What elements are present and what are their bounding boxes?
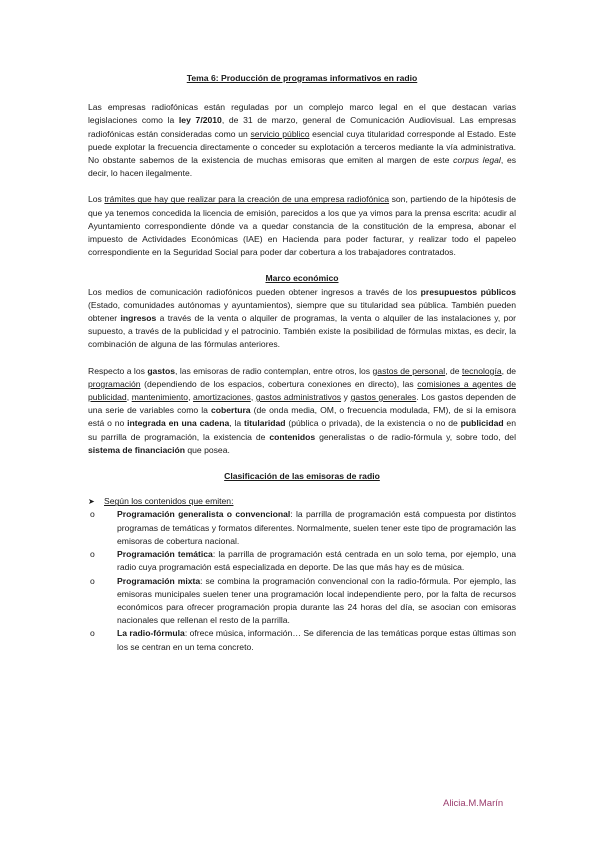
text-run: , la — [229, 418, 244, 429]
document-body — [88, 72, 516, 654]
circle-bullet-icon: o — [90, 509, 95, 520]
item-text: : la parrilla de programación está compuesta por distintos programas de temáticas y formatos diferentes. Normalmente, suelen tener este tipo de programación las emisoras de cobertura nacional. — [117, 509, 516, 546]
text-run: (Estado, comunidades autónomas y ayuntamientos), siempre que su titularidad sea pública. También pueden obtener — [88, 299, 516, 324]
paragraph-procedures — [88, 193, 516, 259]
circle-bullet-icon: o — [90, 575, 95, 586]
text-run: generalistas o de radio-fórmula y, sobre todo, del — [315, 431, 516, 442]
underlined-term: trámites que hay que realizar para la creación de una empresa radiofónica — [104, 194, 390, 205]
text-run: , es decir, lo hacen ilegalmente. — [88, 155, 517, 179]
item-term: La radio-fórmula — [117, 628, 185, 639]
text-run: (de onda media, OM, o frecuencia modulada, FM), de si la emisora está o no — [88, 405, 516, 429]
section-heading-marco: Marco económico — [265, 273, 339, 284]
text-run: Los medios de comunicación radiofónicos pueden obtener ingresos a través de los — [88, 286, 421, 297]
text-run: , de — [501, 365, 516, 376]
text-run: a través de la venta o alquiler de programas, la venta o alquiler de las instalaciones y, por supuesto, a través de la publicidad y el patrocinio. También existe la posibilidad de fórmulas mixtas, es decir, la combinación de alguna de las fórmulas anteriores. — [88, 313, 516, 350]
text-run: , — [188, 392, 194, 403]
section-heading-clasificacion: Clasificación de las emisoras de radio — [224, 471, 380, 482]
text-run: que posea. — [184, 444, 230, 455]
circle-bullet-icon: o — [90, 628, 95, 639]
item-text: : ofrece música, información… Se diferencia de las temáticas porque estas últimas son los se centran en un tema concreto. — [117, 628, 517, 652]
text-run: Respecto a los — [88, 365, 148, 376]
circle-bullet-icon: o — [90, 549, 95, 560]
list-item — [88, 627, 516, 653]
arrow-bullet-icon: ➤ — [88, 497, 95, 507]
underlined-term: programación — [88, 378, 141, 389]
bold-term: cobertura — [210, 405, 251, 416]
underlined-term: tecnología — [461, 365, 502, 376]
bold-term: integrada en una cadena — [127, 418, 230, 429]
text-run: (pública o privada), de la existencia o no de — [285, 418, 461, 429]
text-run: en su parrilla de programación, la existencia de — [88, 418, 516, 442]
underlined-term: gastos generales — [350, 392, 417, 403]
bold-term: contenidos — [269, 431, 316, 442]
bold-term: gastos — [147, 365, 176, 376]
list-heading-text: Según los contenidos que emiten: — [104, 496, 234, 507]
paragraph-income — [88, 286, 516, 352]
bold-term: ingresos — [120, 313, 157, 324]
text-run: , las emisoras de radio contemplan, entre otros, los — [175, 365, 373, 376]
underlined-term: amortizaciones — [193, 392, 251, 403]
list-heading — [88, 495, 516, 508]
underlined-term: servicio público — [250, 128, 310, 139]
bold-term: titularidad — [244, 418, 286, 429]
bold-term: ley 7/2010 — [178, 115, 222, 126]
text-run: son, partiendo de la hipótesis de que ya tenemos concedida la licencia de emisión, parecidos a los que ya vimos para la prensa escrita: acudir al Ayuntamiento correspondiente dónde va a quedar constancia de la constitución de la empresa, abonar el impuesto de Actividades Económicas (IAE) en Hacienda para poder facturar, y realizar todo el papeleo correspondiente en la Seguridad Social para poder dar cobertura a los trabajadores contratados. — [88, 194, 516, 258]
italic-term: corpus legal — [453, 155, 501, 166]
underlined-term: comisiones a agentes de publicidad — [88, 378, 516, 403]
item-term: Programación temática — [117, 549, 213, 560]
text-run: esencial cuya titularidad corresponde al Estado. Este puede explotar la frecuencia directamente o conceder su explotación a terceros mediante la vía administrativa. No obstante sabemos de la existencia de muchas emisoras que emiten al margen de este — [88, 128, 516, 166]
text-run: Los — [88, 194, 105, 205]
text-run: y — [341, 392, 351, 403]
underlined-term: mantenimiento — [131, 392, 189, 403]
item-term: Programación mixta — [117, 575, 201, 586]
text-run: Las empresas radiofónicas están reguladas por un complejo marco legal en el que destacan varias legislaciones como la — [88, 102, 516, 126]
paragraph-legal-framework — [88, 101, 516, 180]
author-footer: Alicia.M.Marín — [443, 798, 504, 809]
item-text: : la parrilla de programación está centrada en un solo tema, por ejemplo, una radio cuya programación está especializada en deporte. De las que más hay es de música. — [117, 549, 517, 573]
list-item — [88, 548, 516, 574]
text-run: , — [126, 392, 132, 403]
text-run: , de 31 de marzo, general de Comunicación Audiovisual. Las empresas radiofónicas están consideradas como un — [88, 115, 516, 139]
underlined-term: gastos de personal — [372, 365, 446, 376]
paragraph-expenses — [88, 365, 516, 457]
text-run: , — [250, 392, 256, 403]
bold-term: publicidad — [460, 418, 504, 429]
item-term: Programación generalista o convencional — [117, 509, 291, 520]
text-run: , de — [445, 365, 462, 376]
bold-term: sistema de financiación — [88, 444, 185, 455]
bold-term: presupuestos públicos — [420, 286, 516, 297]
item-text: : se combina la programación convencional con la radio-fórmula. Por ejemplo, las emisoras municipales suelen tener una programación local independiente pero, por la falta de recursos económicos para ofrecer programación propia durante las 24 horas del día, se asocian con emisoras nacionales que rellenan el resto de la parrilla. — [117, 575, 516, 626]
list-item — [88, 508, 516, 548]
page-title: Tema 6: Producción de programas informativos en radio — [186, 73, 418, 83]
underlined-term: gastos administrativos — [255, 392, 342, 403]
list-item — [88, 575, 516, 628]
text-run: (dependiendo de los espacios, cobertura conexiones en directo), las — [140, 378, 418, 389]
text-run: . Los gastos dependen de una serie de variables como la — [88, 392, 516, 416]
